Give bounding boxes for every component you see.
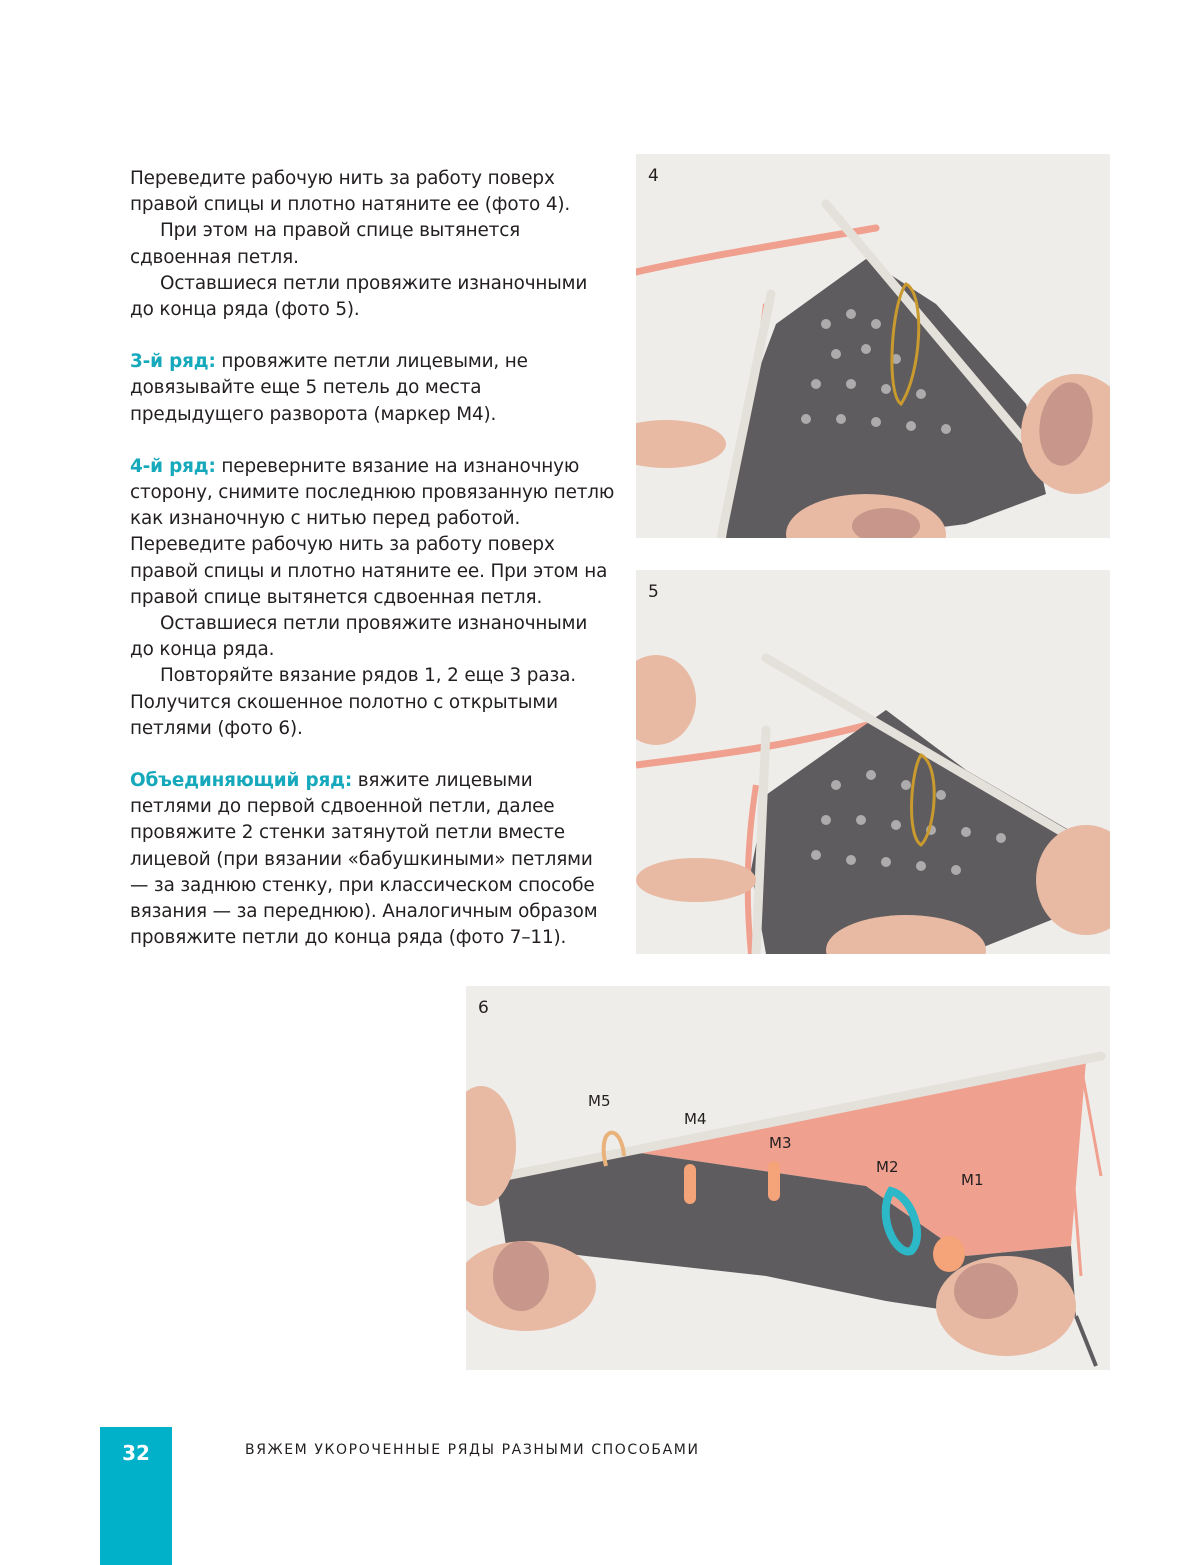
photo-6-illustration <box>466 986 1110 1370</box>
marker-label-m3: М3 <box>769 1134 792 1152</box>
paragraph-5: Оставшиеся петли провяжите изнаночными до конца ряда. <box>130 613 588 661</box>
row-4-text: переверните вязание на изнаночную сторону, снимите последнюю провязанную петлю как изнаночную с нитью перед работой. Переведите рабочую нить за работу поверх правой спицы и плотно натяните ее. При этом на правой спице вытянется сдвоенная петля. <box>130 455 615 608</box>
joining-row-heading: Объединяющий ряд: <box>130 770 353 792</box>
body-text <box>130 166 615 951</box>
joining-row-paragraph <box>130 768 615 951</box>
marker-m3-icon <box>768 1161 780 1201</box>
row-3-text: провяжите петли лицевыми, не довязывайте еще 5 петель до места предыдущего разворота (маркер М4). <box>130 351 528 425</box>
row-3-heading: 3-й ряд: <box>130 351 216 373</box>
photo-6-number: 6 <box>478 998 489 1018</box>
row-3-paragraph <box>130 349 615 428</box>
marker-label-m5: М5 <box>588 1092 611 1110</box>
running-title: ВЯЖЕМ УКОРОЧЕННЫЕ РЯДЫ РАЗНЫМИ СПОСОБАМИ <box>245 1442 700 1458</box>
row-4-heading: 4-й ряд: <box>130 455 216 477</box>
photo-5-number: 5 <box>648 582 659 602</box>
marker-m4-icon <box>684 1164 696 1204</box>
marker-label-m1: М1 <box>961 1171 984 1189</box>
row-4-paragraph <box>130 454 615 611</box>
marker-label-m4: М4 <box>684 1110 707 1128</box>
paragraph-2: При этом на правой спице вытянется сдвоенная петля. <box>130 220 521 268</box>
photo-6 <box>466 986 1110 1370</box>
photo-4-illustration <box>636 154 1110 538</box>
page-number-tab <box>100 1427 172 1565</box>
paragraph-1: Переведите рабочую нить за работу поверх правой спицы и плотно натяните ее (фото 4). <box>130 168 571 216</box>
marker-label-m2: М2 <box>876 1158 899 1176</box>
marker-m1-icon <box>933 1236 965 1272</box>
page-number: 32 <box>122 1441 150 1465</box>
photo-4 <box>636 154 1110 538</box>
joining-row-text: вяжите лицевыми петлями до первой сдвоенной петли, далее провяжите 2 стенки затянутой петли вместе лицевой (при вязании «бабушкиными» петлями — за заднюю стенку, при классическом способе вязания — за переднюю). Аналогичным образом провяжите петли до конца ряда (фото 7–11). <box>130 770 598 949</box>
paragraph-6: Повторяйте вязание рядов 1, 2 еще 3 раза. Получится скошенное полотно с открытыми петлями (фото 6). <box>130 665 576 739</box>
photo-4-number: 4 <box>648 166 659 186</box>
photo-5-illustration <box>636 570 1110 954</box>
paragraph-3: Оставшиеся петли провяжите изнаночными до конца ряда (фото 5). <box>130 272 588 321</box>
photo-5 <box>636 570 1110 954</box>
